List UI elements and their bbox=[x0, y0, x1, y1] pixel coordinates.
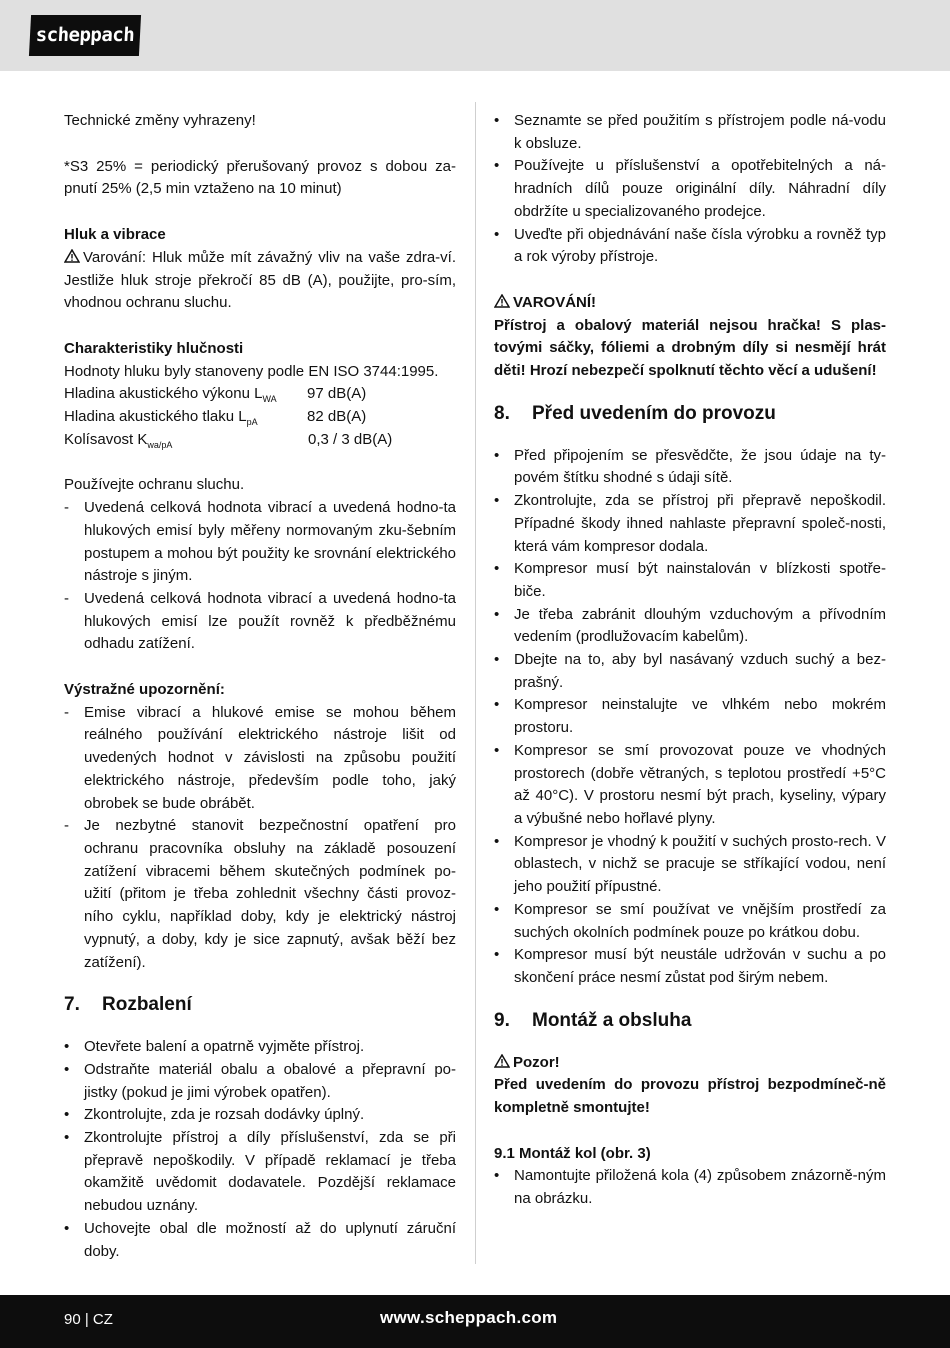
list-item: • Namontujte přiložená kola (4) způsobem znázorně-ným na obrázku. bbox=[494, 1165, 886, 1210]
page-number: 90 | CZ bbox=[64, 1311, 113, 1328]
warning-label: VAROVÁNÍ! bbox=[494, 292, 886, 315]
warning-triangle-icon bbox=[494, 294, 510, 308]
s3-note: *S3 25% = periodický přerušovaný provoz s dobou za-pnutí 25% (2,5 min vztaženo na 10 minut) bbox=[64, 157, 456, 198]
list-item: • Kompresor je vhodný k použití v suchých prosto-rech. V oblastech, v nichž se pracuje se stříkající vodou, není jeho použití přípustné. bbox=[494, 831, 886, 899]
list-item: - Je nezbytné stanovit bezpečnostní opatření pro ochranu pracovníka obsluhy na základě posouzení zatížení vibracemi během skutečných podmínek po-užití (přitom je třeba zohlednit všechny části provoz-ního cyklu, například doby, kdy je elektrický nástroj vypnutý, a doby, kdy je sice zapnutý, avšak běží bez zatížení). bbox=[64, 815, 456, 974]
section-9-heading: 9. Montáž a obsluha bbox=[494, 1009, 692, 1031]
spec-row bbox=[64, 429, 456, 452]
spec-label: Hladina akustického výkonu $L_{WA}$ bbox=[64, 385, 277, 405]
right-column bbox=[494, 110, 886, 1211]
subsection-9-1-title: 9.1 Montáž kol (obr. 3) bbox=[494, 1144, 651, 1162]
column-divider bbox=[475, 102, 476, 1264]
noise-warning-text: Varování: Hluk může mít závažný vliv na vaše zdra-ví. Jestliže hluk stroje překročí 85 dB (A), použijte, pro-sím, vhodnou ochranu sluchu. bbox=[64, 248, 456, 312]
spec-label: Hladina akustického tlaku $L_{pA}$ bbox=[64, 408, 258, 428]
list-item: • Kompresor neinstalujte ve vlhkém nebo mokrém prostoru. bbox=[494, 694, 886, 739]
list-item: • Kompresor se smí používat ve vnějším prostředí za suchých okolních podmínek pouze po krátkou dobu. bbox=[494, 899, 886, 944]
warning-text: Přístroj a obalový materiál nejsou hračka! S plas-tovými sáčky, fóliemi a drobným díly si nesmějí hrát děti! Hrozí nebezpečí spolknutí těchto věcí a udušení! bbox=[494, 316, 886, 380]
usage-list bbox=[494, 110, 886, 269]
caution-text: Před uvedením do provozu přístroj bezpodmíneč-ně kompletně smontujte! bbox=[494, 1076, 886, 1117]
intro-text: Technické změny vyhrazeny! bbox=[64, 112, 256, 129]
spec-value: 97 dB(A) bbox=[307, 385, 367, 403]
wheel-mounting-list bbox=[494, 1165, 886, 1210]
spec-value: 82 dB(A) bbox=[307, 408, 367, 426]
warnings-list bbox=[64, 702, 456, 974]
spec-label: Kolísavost $K_{wa/pA}$ bbox=[64, 430, 173, 450]
list-item: • Seznamte se před použitím s přístrojem podle ná-vodu k obsluze. bbox=[494, 110, 886, 155]
list-item: • Zkontrolujte, zda se přístroj při přepravě nepoškodil. Případné škody ihned nahlaste přepravní společ-nosti, která vám kompresor dodala. bbox=[494, 490, 886, 558]
list-item: • Uchovejte obal dle možností až do uplynutí záruční doby. bbox=[64, 1218, 456, 1263]
list-item: • Zkontrolujte, zda je rozsah dodávky úplný. bbox=[64, 1104, 456, 1127]
section-7-heading: 7. Rozbalení bbox=[64, 994, 192, 1016]
list-item: - Uvedená celková hodnota vibrací a uvedená hodno-ta hlukových emisí byly měřeny normovaným zku-šebním postupem a mohou být použity ke srovnání elektrického nástroje s jiným. bbox=[64, 497, 456, 588]
warning-triangle-icon bbox=[494, 1054, 510, 1068]
vibration-list bbox=[64, 497, 456, 656]
spec-row bbox=[64, 406, 456, 429]
list-item: • Otevřete balení a opatrně vyjměte přístroj. bbox=[64, 1036, 456, 1059]
header-bar bbox=[0, 0, 950, 71]
list-item: • Používejte u příslušenství a opotřebitelných a ná-hradních dílů pouze originální díly. Náhradní díly obdržíte u specializovaného prodejce. bbox=[494, 155, 886, 223]
caution-label: Pozor! bbox=[494, 1052, 886, 1075]
spec-value: 0,3 / 3 dB(A) bbox=[308, 430, 393, 448]
footer-bar bbox=[0, 1295, 950, 1348]
list-item: - Uvedená celková hodnota vibrací a uvedená hodno-ta hlukových emisí lze použít rovněž k předběžnému odhadu zatížení. bbox=[64, 588, 456, 656]
left-column bbox=[64, 110, 456, 1263]
list-item: • Kompresor se smí provozovat pouze ve vhodných prostorech (dobře větraných, s teplotou prostředí +5°C až 40°C). V prostoru nesmí být prach, kyseliny, výpary a výbušné nebo hořlavé plyny. bbox=[494, 740, 886, 831]
warning-triangle-icon bbox=[64, 249, 80, 263]
list-item: • Kompresor musí být nainstalován v blízkosti spotře-biče. bbox=[494, 558, 886, 603]
noise-warning bbox=[64, 247, 456, 315]
warnings-title: Výstražné upozornění: bbox=[64, 681, 225, 699]
list-item: • Zkontrolujte přístroj a díly příslušenství, zda se při přepravě nepoškodily. V případě reklamací je třeba okamžitě uvědomit dodavatele. Pozdější reklamace nebudou uznány. bbox=[64, 1127, 456, 1218]
list-item: • Odstraňte materiál obalu a obalové a přepravní po-jistky (pokud je jimi výrobek opatřen). bbox=[64, 1059, 456, 1104]
list-item: • Uveďte při objednávání naše čísla výrobku a rovněž typ a rok výroby přístroje. bbox=[494, 224, 886, 269]
noise-title: Hluk a vibrace bbox=[64, 226, 166, 244]
list-item: • Dbejte na to, aby byl nasávaný vzduch suchý a bez-prašný. bbox=[494, 649, 886, 694]
char-standard: Hodnoty hluku byly stanoveny podle EN ISO 3744:1995. bbox=[64, 362, 439, 380]
list-item: - Emise vibrací a hlukové emise se mohou během reálného používání elektrického nástroje lišit od uvedených hodnot v závislosti na způsobu použití elektrického nástroje, především podle toho, jaký obrobek se bude obrábět. bbox=[64, 702, 456, 816]
list-item: • Před připojením se přesvědčte, že jsou údaje na ty-povém štítku shodné s údaji sítě. bbox=[494, 445, 886, 490]
list-item: • Kompresor musí být neustále udržován v suchu a po skončení práce nesmí zůstat pod širým nebem. bbox=[494, 944, 886, 989]
website-link[interactable]: www.scheppach.com bbox=[380, 1308, 558, 1327]
char-title: Charakteristiky hlučnosti bbox=[64, 339, 244, 357]
scheppach-logo: scheppach bbox=[29, 15, 141, 56]
unpacking-list bbox=[64, 1036, 456, 1263]
section-8-heading: 8. Před uvedením do provozu bbox=[494, 402, 776, 424]
spec-row bbox=[64, 383, 456, 406]
hearing-protection: Používejte ochranu sluchu. bbox=[64, 476, 245, 494]
list-item: • Je třeba zabránit dlouhým vzduchovým a přívodním vedením (prodlužovacím kabelům). bbox=[494, 604, 886, 649]
before-operation-list bbox=[494, 445, 886, 990]
